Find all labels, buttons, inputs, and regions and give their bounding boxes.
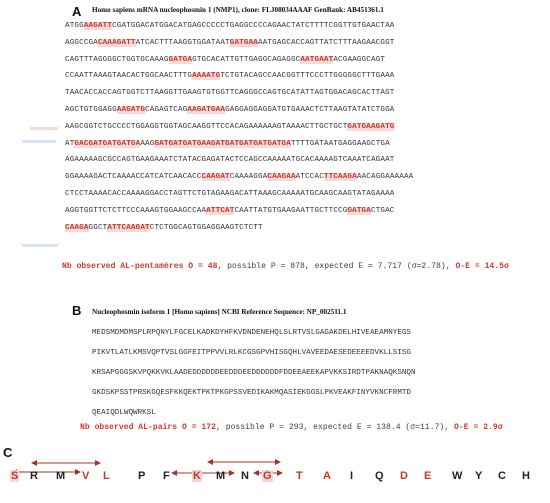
al-pentamer-motif: GAC <box>74 139 89 148</box>
residue: E <box>424 470 432 482</box>
residue: G <box>263 470 272 482</box>
al-pentamer-motif: AAGATGAA <box>187 105 226 114</box>
al-pentamer-motif: CAAGAT <box>201 173 230 182</box>
protein-sequence <box>92 323 416 423</box>
al-pentamer-motif: GATGATGATGA <box>88 139 141 148</box>
sequence-segment: CAAAAGGA <box>229 173 268 182</box>
panel-b-label: B <box>72 303 82 318</box>
mrna-sequence <box>65 18 413 236</box>
sequence-line <box>65 119 413 136</box>
observed-count: Nb observed AL-pairs O = 172 <box>80 423 216 432</box>
al-pentamer-motif: TTCAAGA <box>323 173 357 182</box>
protein-line: PIKVTLATLKMSVQPTVSLGGFEITPPVVLRLKCGSGPVHISGQHLVAVEEDAESEDEEEEDVKLLSISG <box>92 349 411 357</box>
residue: I <box>350 470 354 482</box>
protein-line: QEAIQDLWQWRKSL <box>92 409 156 417</box>
observed-count: Nb observed AL-pentamères O = 48 <box>62 262 218 271</box>
al-pentamer-motif: GATGA <box>347 206 371 215</box>
sequence-segment: GGAAAAGACTCAAAACCATCATCAACACC <box>65 173 202 182</box>
sequence-segment: GAGGAGGAGGATGTGAAACTCTTAAGTATATCTGGA <box>225 105 395 114</box>
residue: N <box>241 470 249 482</box>
sequence-segment: CGATGGACATGGACATGAGCCCCCTGAGGCCCCAGAACTATCTTTTCGGTTGTGAACTAA <box>112 22 395 30</box>
margin-smudge <box>22 140 56 143</box>
al-pentamer-motif: AATGAAT <box>300 55 334 64</box>
sequence-line <box>65 152 413 169</box>
residue: S <box>11 470 19 482</box>
al-pentamer-motif: AAGATG <box>116 105 146 114</box>
panel-c-label: C <box>3 445 13 460</box>
sequence-segment: AAGCGGTCTGCCCCTGGAGGTGGTAGCAAGGTTCCACAGAAAAAAGTAAAACTTGCTGCT <box>65 122 348 131</box>
sequence-segment: CAATTATGTGAAGAATTGCTTCCG <box>234 206 348 215</box>
sequence-segment: CCAATTAAAGTAACACTGGCAACTTTG <box>65 72 193 81</box>
al-pentamer-motif: CAAGA <box>65 223 89 232</box>
sequence-segment: CAGAGTCAG <box>145 105 188 114</box>
sequence-segment: ACGAAGGCAGT <box>333 55 386 64</box>
sequence-line <box>65 136 413 153</box>
al-pentamer-motif: CAAAGATT <box>97 38 136 47</box>
al-pentamer-motif: CAAGAA <box>267 173 296 182</box>
residue: A <box>323 470 331 482</box>
sequence-segment: TCTGTACAGCCAACGGTTTCCCTTGGGGGCTTTGAAA <box>220 72 395 81</box>
sequence-segment: ATCCAC <box>295 173 324 182</box>
sequence-segment: AATGAGCACCAGTTATCTTTAAGAACGGT <box>258 38 395 47</box>
sequence-segment: TTTTGATAATGAGGAAGCTGA <box>290 139 390 148</box>
sequence-segment: AGCTGTGGAGG <box>65 105 117 114</box>
panel-a-label: A <box>72 4 82 19</box>
protein-line: GKDSKPSSTPRSKGQESFKKQEKTPKTPKGPSSVEDIKAKMQASIEKGGSLPKVEAKFINYVKNCFRMTD <box>92 389 411 397</box>
sequence-segment: AACAGGAAAAAA <box>356 173 414 182</box>
al-pentamer-motif: AAGATT <box>83 22 113 30</box>
al-pentamer-motif: GATGA <box>168 55 193 64</box>
residue: M <box>56 470 66 482</box>
residue: D <box>400 470 408 482</box>
margin-smudge <box>30 127 58 130</box>
sequence-line <box>65 85 413 102</box>
residue: M <box>216 470 226 482</box>
residue: L <box>103 470 110 482</box>
al-pentamer-motif: ATTCAAGAT <box>107 223 150 232</box>
sequence-line <box>65 203 413 220</box>
protein-line: MEDSMDMDMSPLRPQNYLFGCELKADKDYHFKVDNDENEHQLSLRTVSLGAGAKDELHIVEAEAMNYEGS <box>92 329 411 337</box>
al-pentamer-motif: GATGAA <box>229 38 258 47</box>
residue: Y <box>475 470 483 482</box>
sequence-segment: ATGG <box>65 22 84 30</box>
panel-b-title: Nucleophosmin isoform 1 [Homo sapiens] NCBI Reference Sequence: NP_002511.1 <box>92 308 347 316</box>
residue: T <box>296 470 303 482</box>
residue: R <box>30 470 38 482</box>
sequence-line <box>65 220 413 237</box>
al-pentamer-motif: ATTCAT <box>206 206 235 215</box>
panel-b-stats <box>80 423 503 432</box>
sequence-line <box>65 169 413 186</box>
residue: P <box>138 470 146 482</box>
sequence-line <box>65 102 413 119</box>
sequence-segment: ATCACTTTAAGGTGGATAAT <box>135 38 230 47</box>
sequence-segment: AGGTGGTTCTCTTCCCAAAGTGGAAGCCAA <box>65 206 207 215</box>
sequence-segment: AT <box>65 139 75 148</box>
stats-detail: , possible P = 878, expected E = 7.717 (σ=2.78), <box>217 262 456 271</box>
residue: C <box>498 470 506 482</box>
residue: W <box>452 470 463 482</box>
sequence-line <box>65 68 413 85</box>
sequence-segment: AGAAAAAGCGCCAGTGAAGAAATCTATACGAGATACTCCAGCCAAAAATGCACAAAAGTCAAATCAGAAT <box>65 156 395 165</box>
residue: V <box>82 470 90 482</box>
sequence-segment: CTCCTAAAACACCAAAAGGACCTAGTTCTGTAGAAGACATTAAAGCAAAAATGCAAGCAAGTATAGAAAA <box>65 189 395 198</box>
sequence-segment: GTGCACATTGTTGAGGCAGAGGC <box>192 55 301 64</box>
sequence-line <box>65 52 413 69</box>
stats-detail: , possible P = 293, expected E = 138.4 (σ=11.7), <box>216 423 454 432</box>
residue: K <box>193 470 201 482</box>
al-pentamer-motif: GATGATGATGAAGATGATGATGATGATGA <box>154 139 291 148</box>
residue: F <box>163 470 170 482</box>
sequence-segment: GGCT <box>88 223 108 232</box>
margin-smudge <box>22 244 58 247</box>
sequence-line <box>65 18 413 35</box>
protein-line: KRSAPGGGSKVPQKKVKLAADEDDDDDDEEDDDEEDDDDDDFDDEEAEEKAPVKKSIRDTPAKNAQKSNQN <box>92 369 416 377</box>
sequence-segment: TAACACCACCAGTGGTCTTAAGGTTGAAGTGTGGTTCAGGGCCAGTGCATATTAGTGGACAGCACTTAGT <box>65 89 395 98</box>
sequence-line <box>65 35 413 52</box>
oe-value: O-E = 14.5σ <box>455 262 509 271</box>
al-pentamer-motif: GATGAAGATG <box>347 122 395 131</box>
residue: H <box>522 470 530 482</box>
sequence-segment: CTGAC <box>370 206 395 215</box>
sequence-line <box>65 186 413 203</box>
panel-a-title: Homo sapiens mRNA nucleophosmin 1 (NMP1), clone: FLJ08034AAAF GenBank: AB451361.1 <box>92 6 384 14</box>
sequence-segment: AAG <box>140 139 155 148</box>
al-pentamer-motif: AAAATG <box>192 72 221 81</box>
residue-row <box>0 470 550 490</box>
sequence-segment: CAGTTTAGGGGCTGGTGCAAAG <box>65 55 169 64</box>
sequence-segment: AGGCCGA <box>65 38 98 47</box>
panel-a-stats <box>62 262 509 271</box>
residue: Q <box>375 470 384 482</box>
oe-value: O-E = 2.9σ <box>454 423 503 432</box>
sequence-segment: CTCTGGCAGTGGAGGAAGTCTCTT <box>149 223 263 232</box>
